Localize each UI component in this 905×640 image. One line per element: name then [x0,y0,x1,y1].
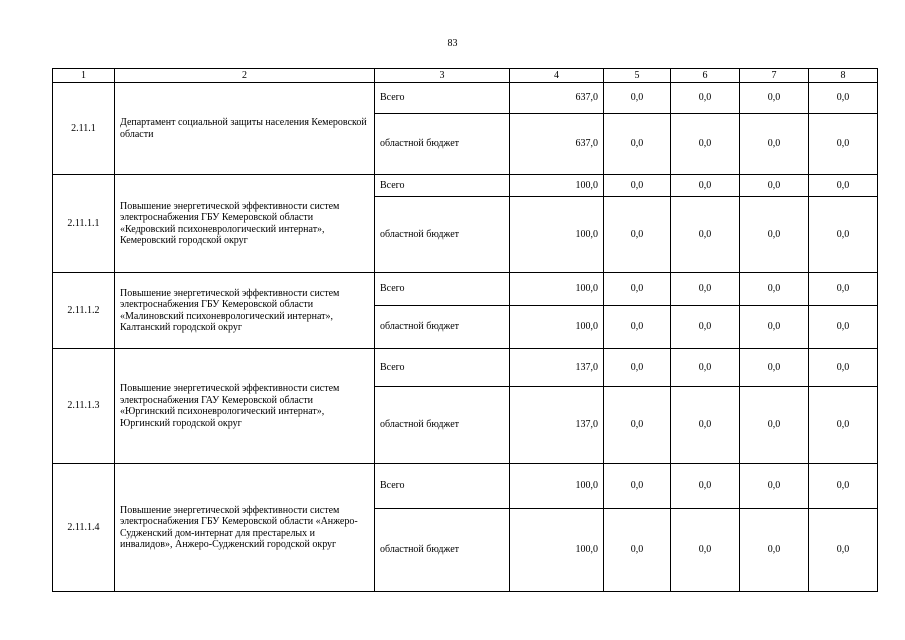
table-row [53,83,878,114]
value-cell: 0,0 [671,464,740,509]
funding-source: областной бюджет [375,509,510,592]
item-name: Департамент социальной защиты населения Кемеровской области [115,83,375,175]
value-cell: 100,0 [510,197,604,273]
budget-table [52,68,878,592]
value-cell: 0,0 [604,387,671,464]
funding-source: Всего [375,349,510,387]
value-cell: 0,0 [740,349,809,387]
value-cell: 0,0 [604,197,671,273]
value-cell: 100,0 [510,464,604,509]
value-cell: 0,0 [671,197,740,273]
value-cell: 0,0 [809,349,878,387]
value-cell: 0,0 [809,175,878,197]
value-cell: 0,0 [740,464,809,509]
value-cell: 637,0 [510,83,604,114]
header-cell: 7 [740,69,809,83]
header-cell: 5 [604,69,671,83]
value-cell: 0,0 [604,273,671,306]
value-cell: 0,0 [809,387,878,464]
item-name: Повышение энергетической эффективности систем электроснабжения ГБУ Кемеровской области «Анжеро-Судженский дом-интернат для престарелых и инвалидов», Анжеро-Судженский городской округ [115,464,375,592]
value-cell: 0,0 [809,197,878,273]
value-cell: 0,0 [671,509,740,592]
table-row [53,175,878,197]
value-cell: 0,0 [604,464,671,509]
value-cell: 0,0 [740,197,809,273]
table-row [53,349,878,387]
value-cell: 0,0 [809,464,878,509]
value-cell: 0,0 [671,114,740,175]
item-name: Повышение энергетической эффективности систем электроснабжения ГАУ Кемеровской области «Юргинский психоневрологический интернат», Юргинский городской округ [115,349,375,464]
value-cell: 0,0 [809,273,878,306]
value-cell: 0,0 [809,83,878,114]
funding-source: областной бюджет [375,306,510,349]
value-cell: 100,0 [510,306,604,349]
value-cell: 0,0 [671,387,740,464]
item-code: 2.11.1 [53,83,115,175]
header-cell: 8 [809,69,878,83]
header-cell: 1 [53,69,115,83]
value-cell: 0,0 [604,114,671,175]
value-cell: 100,0 [510,273,604,306]
header-cell: 4 [510,69,604,83]
funding-source: Всего [375,273,510,306]
value-cell: 0,0 [740,273,809,306]
table-row [53,273,878,306]
value-cell: 0,0 [740,114,809,175]
value-cell: 0,0 [604,349,671,387]
value-cell: 0,0 [740,175,809,197]
item-name: Повышение энергетической эффективности систем электроснабжения ГБУ Кемеровской области «Малиновский психоневрологический интернат», Калтанский городской округ [115,273,375,349]
value-cell: 0,0 [740,509,809,592]
value-cell: 0,0 [740,387,809,464]
funding-source: Всего [375,464,510,509]
item-code: 2.11.1.1 [53,175,115,273]
item-code: 2.11.1.4 [53,464,115,592]
value-cell: 0,0 [604,306,671,349]
funding-source: областной бюджет [375,387,510,464]
header-cell: 3 [375,69,510,83]
header-cell: 2 [115,69,375,83]
value-cell: 0,0 [671,306,740,349]
funding-source: Всего [375,175,510,197]
value-cell: 137,0 [510,349,604,387]
item-code: 2.11.1.2 [53,273,115,349]
funding-source: областной бюджет [375,114,510,175]
item-name: Повышение энергетической эффективности систем электроснабжения ГБУ Кемеровской области «Кедровский психоневрологический интернат», Кемеровский городской округ [115,175,375,273]
value-cell: 0,0 [671,175,740,197]
header-cell: 6 [671,69,740,83]
funding-source: Всего [375,83,510,114]
value-cell: 0,0 [604,509,671,592]
value-cell: 0,0 [604,175,671,197]
item-code: 2.11.1.3 [53,349,115,464]
value-cell: 0,0 [740,83,809,114]
header-row [53,69,878,83]
value-cell: 100,0 [510,509,604,592]
value-cell: 0,0 [604,83,671,114]
value-cell: 0,0 [740,306,809,349]
value-cell: 0,0 [809,114,878,175]
page-number: 83 [447,38,458,49]
value-cell: 100,0 [510,175,604,197]
value-cell: 0,0 [809,306,878,349]
funding-source: областной бюджет [375,197,510,273]
value-cell: 0,0 [671,273,740,306]
table-row [53,464,878,509]
value-cell: 0,0 [671,83,740,114]
value-cell: 137,0 [510,387,604,464]
value-cell: 0,0 [809,509,878,592]
value-cell: 0,0 [671,349,740,387]
value-cell: 637,0 [510,114,604,175]
